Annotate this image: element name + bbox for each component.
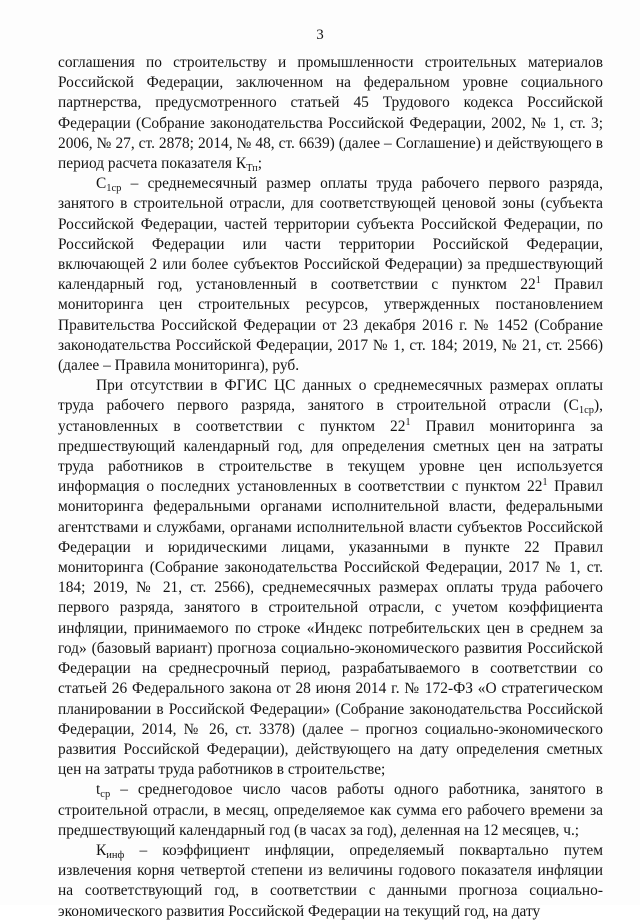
paragraph-c1sr-definition	[58, 174, 603, 376]
subscript: инф	[106, 849, 125, 861]
paragraph-text: – среднегодовое число часов работы одного работника, занятого в строительной отрасли, в месяц, определяемое как сумма его рабочего времени за предшествующий календарный год (в часах за год), деленная на 12 месяцев, ч.;	[58, 781, 603, 839]
document-body	[58, 53, 603, 922]
superscript: 1	[405, 416, 411, 428]
superscript: 1	[535, 275, 541, 287]
paragraph-tsr-definition	[58, 780, 603, 841]
paragraph-text-4: Правил мониторинга федеральными органами исполнительной власти, федеральными агентствами и службами, органами исполнительной власти субъектов Российской Федерации и юридическими лицами, указанными в пункте 22 Правил мониторинга (Собрание законодательства Российской Федерации, 2017 № 1, ст. 184; 2019, № 21, ст. 2566), среднемесячных размерах оплаты труда рабочего первого разряда, занятого в строительной отрасли, с учетом коэффициента инфляции, принимаемого по строке «Индекс потребительских цен в среднем за год» (базовый вариант) прогноза социально-экономического развития Российской Федерации на среднесрочный период, разрабатываемого в соответствии со статьей 26 Федерального закона от 28 июня 2014 г. № 172-ФЗ «О стратегическом планировании в Российской Федерации» (Собрание законодательства Российской Федерации, 2014, № 26, ст. 3378) (далее – прогноз социально-экономического развития Российской Федерации), действующего на дату определения сметных цен на затраты труда работников в строительстве;	[58, 478, 603, 779]
formula-symbol: t	[96, 781, 101, 799]
subscript: Тп	[246, 163, 258, 175]
paragraph-text: соглашения по строительству и промышленности строительных материалов Российской Федерации, заключенном на федеральном уровне социального партнерства, предусмотренного статьей 45 Трудового кодекса Российской Федерации (Собрание законодательства Российской Федерации, 2002, № 1, ст. 3; 2006, № 27, ст. 2878; 2014, № 48, ст. 6639) (далее – Соглашение) и действующего в период расчета показателя К	[58, 54, 603, 173]
paragraph-text-end: ;	[257, 155, 263, 173]
formula-symbol: К	[96, 841, 107, 859]
paragraph-kinf-definition	[58, 841, 603, 922]
paragraph-absence-of-data	[58, 376, 603, 780]
paragraph-text-3: Правил мониторинга за предшествующий календарный год, для определения сметных цен на затраты труда работников в строительстве в текущем уровне цен используется информация о последних установленных в соответствии с пунктом 22	[58, 417, 603, 496]
paragraph-agreement-continuation	[58, 53, 603, 174]
page-number: 3	[316, 27, 324, 43]
subscript: 1ср	[106, 183, 122, 195]
subscript: 1ср	[578, 405, 595, 417]
paragraph-text: – коэффициент инфляции, определяемый поквартально путем извлечения корня четвертой степени из величины годового показателя инфляции на соответствующий год, в соответствии с данными прогноза социально-экономического развития Российской Федерации на текущий год, на дату	[58, 841, 603, 920]
superscript: 1	[542, 477, 548, 489]
paragraph-text: При отсутствии в ФГИС ЦС данных о среднемесячных размерах оплаты труда рабочего первого разряда, занятого в строительной отрасли (С	[58, 377, 603, 415]
paragraph-text-2: Правил мониторинга цен строительных ресурсов, утвержденных постановлением Правительства Российской Федерации от 23 декабря 2016 г. № 1452 (Собрание законодательства Российской Федерации, 2017 № 1, ст. 184; 2019, № 21, ст. 2566) (далее – Правила мониторинга), руб.	[58, 276, 603, 375]
formula-symbol: С	[96, 175, 107, 193]
subscript: ср	[100, 789, 111, 801]
paragraph-text-2: ), установленных в соответствии с пунктом 22	[58, 397, 603, 435]
paragraph-text: – среднемесячный размер оплаты труда рабочего первого разряда, занятого в строительной отрасли, для соответствующей ценовой зоны (субъекта Российской Федерации, частей территории субъекта Российской Федерации, по Российской Федерации или части территории Российской Федерации, включающей 2 или более субъектов Российской Федерации) за предшествующий календарный год, установленный в соответствии с пунктом 22	[58, 175, 603, 294]
